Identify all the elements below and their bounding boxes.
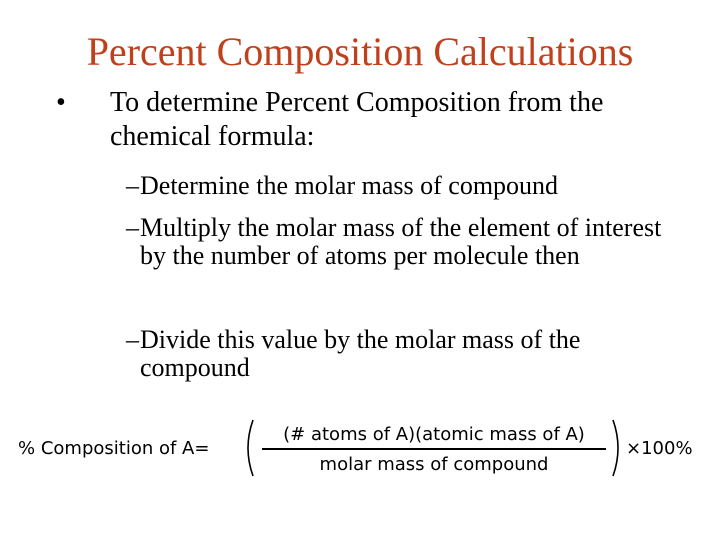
sub-bullet-marker: – xyxy=(126,325,139,354)
percent-composition-formula xyxy=(18,418,718,480)
formula-fraction xyxy=(258,424,610,476)
right-paren-icon xyxy=(610,418,624,478)
formula-lhs: % Composition of A= xyxy=(18,438,210,459)
sub-bullet-marker: – xyxy=(126,213,139,242)
slide-title: Percent Composition Calculations xyxy=(86,29,634,74)
formula-rhs: ×100% xyxy=(626,438,693,459)
sub-bullet-multiply xyxy=(126,214,686,270)
fraction-bar xyxy=(262,448,606,450)
sub-bullet-text: Divide this value by the molar mass of the compound xyxy=(140,325,581,382)
formula-numerator: (# atoms of A)(atomic mass of A) xyxy=(283,424,585,445)
sub-bullet-text: Multiply the molar mass of the element of interest by the number of atoms per molecule then xyxy=(140,213,662,270)
sub-bullet-text: Determine the molar mass of compound xyxy=(140,171,559,200)
bullet-text: To determine Percent Composition from the chemical formula: xyxy=(110,87,604,152)
sub-bullet-marker: – xyxy=(126,171,139,200)
formula-denominator: molar mass of compound xyxy=(319,454,549,475)
sub-bullet-divide xyxy=(126,326,686,382)
left-paren-icon xyxy=(242,418,256,478)
sub-bullet-molar-mass xyxy=(126,172,686,200)
bullet-marker: • xyxy=(56,87,66,118)
